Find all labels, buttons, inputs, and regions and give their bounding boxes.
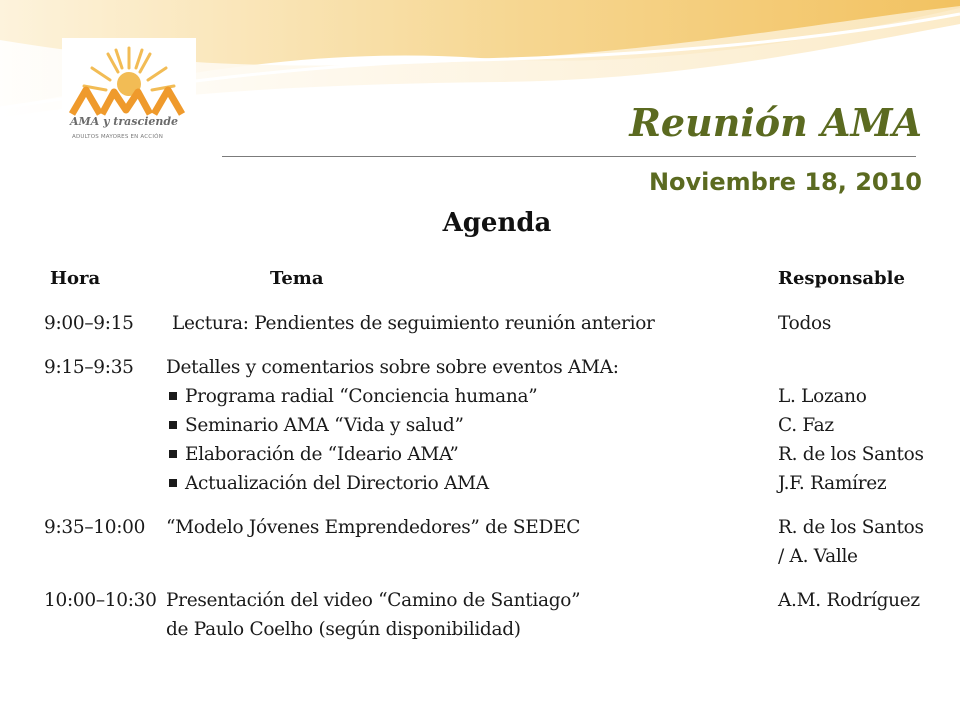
bullet-icon	[169, 392, 177, 400]
subitem-label: Actualización del Directorio AMA	[185, 473, 489, 494]
row-1-time: 9:00–9:15	[44, 313, 134, 334]
subitem-label: Programa radial “Conciencia humana”	[185, 386, 538, 407]
column-header-topic: Tema	[270, 268, 324, 289]
row-2-subitem-3-responsible: R. de los Santos	[778, 444, 924, 465]
column-header-time: Hora	[50, 268, 101, 289]
logo-script-text: AMA y trasciende	[70, 115, 179, 128]
row-2-subitem-2	[166, 411, 464, 440]
row-2-subitem-3	[166, 440, 459, 469]
bullet-icon	[169, 421, 177, 429]
row-2-subitem-1	[166, 382, 537, 411]
row-4-topic: Presentación del video “Camino de Santiago”	[166, 590, 581, 611]
bullet-icon	[169, 479, 177, 487]
row-2-subitem-4	[166, 469, 489, 498]
page-title: Reunión AMA	[629, 100, 922, 145]
subitem-label: Elaboración de “Ideario AMA”	[185, 444, 459, 465]
title-divider	[222, 156, 916, 157]
row-2-time: 9:15–9:35	[44, 357, 134, 378]
row-3-responsible: R. de los Santos	[778, 517, 924, 538]
row-4-topic-line-2: de Paulo Coelho (según disponibilidad)	[166, 619, 521, 640]
row-2-topic: Detalles y comentarios sobre sobre eventos AMA:	[166, 357, 619, 378]
row-3-time: 9:35–10:00	[44, 517, 146, 538]
agenda-heading: Agenda	[442, 208, 552, 238]
row-3-topic: “Modelo Jóvenes Emprendedores” de SEDEC	[166, 517, 581, 538]
subitem-label: Seminario AMA “Vida y salud”	[185, 415, 464, 436]
meeting-date: Noviembre 18, 2010	[648, 168, 922, 196]
row-1-responsible: Todos	[778, 313, 832, 334]
row-3-responsible-line-2: / A. Valle	[778, 546, 858, 567]
row-2-subitem-1-responsible: L. Lozano	[778, 386, 867, 407]
row-2-subitem-4-responsible: J.F. Ramírez	[778, 473, 887, 494]
row-4-time: 10:00–10:30	[44, 590, 157, 611]
row-4-responsible: A.M. Rodríguez	[778, 590, 920, 611]
bullet-icon	[169, 450, 177, 458]
column-header-responsible: Responsable	[778, 268, 905, 289]
row-1-topic: Lectura: Pendientes de seguimiento reunión anterior	[172, 313, 655, 334]
logo-subtitle: ADULTOS MAYORES EN ACCIÓN	[72, 134, 164, 140]
row-2-subitem-2-responsible: C. Faz	[778, 415, 834, 436]
